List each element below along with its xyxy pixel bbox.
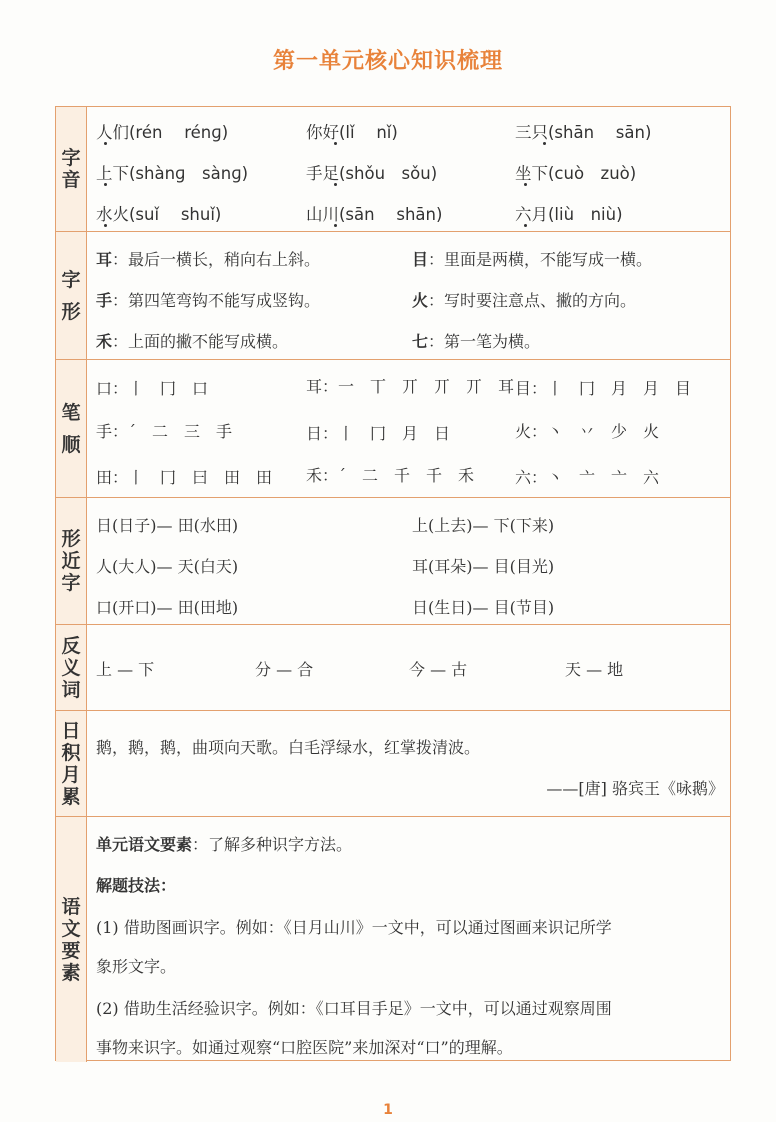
stroke-order: 日：丨 冂 月 日 <box>306 424 451 443</box>
shape-tip: 七：第一笔为横。 <box>412 332 541 351</box>
section-ri-ji-yue-lei <box>56 711 730 817</box>
shape-tip: 禾：上面的撇不能写成横。 <box>96 332 289 351</box>
shape-tip: 耳：最后一横长，稍向右上斜。 <box>96 250 321 269</box>
similar-char: 人(大人)— 天(白天) <box>96 557 239 576</box>
similar-char: 耳(耳朵)— 目(目光) <box>412 557 555 576</box>
emphasis-dot <box>334 224 337 227</box>
section-xing-jin-zi <box>56 498 730 625</box>
pinyin-item: 坐下(cuò zuò) <box>515 164 637 183</box>
pinyin-item: 六月(liù niù) <box>515 205 623 224</box>
method-heading: 解题技法： <box>96 876 177 895</box>
stroke-order: 耳：一 丅 丌 丌 丌 耳 <box>306 377 515 396</box>
similar-char: 口(开口)— 田(田地) <box>96 598 239 617</box>
emphasis-dot <box>524 224 527 227</box>
pinyin-item: 水火(suǐ shuǐ) <box>96 205 222 224</box>
section-content <box>87 360 730 497</box>
shape-tip: 手：第四笔弯钩不能写成竖钩。 <box>96 291 321 310</box>
emphasis-dot <box>524 183 527 186</box>
shape-tip: 火：写时要注意点、撇的方向。 <box>412 291 637 310</box>
method-text: 象形文字。 <box>96 957 177 976</box>
antonym-pair: 分 — 合 <box>255 660 314 679</box>
section-label: 语 文 要 素 <box>56 817 87 1062</box>
section-bi-shun <box>56 360 730 498</box>
stroke-order: 手：ˊ 二 三 手 <box>96 422 233 441</box>
section-content <box>87 625 730 710</box>
section-fan-yi-ci <box>56 625 730 711</box>
pinyin-item: 人们(rén rénɡ) <box>96 123 229 142</box>
antonym-pair: 天 — 地 <box>565 660 624 679</box>
pinyin-item: 三只(shān sān) <box>515 123 652 142</box>
knowledge-table <box>55 106 731 1061</box>
section-content <box>87 817 730 1062</box>
unit-element: 单元语文要素：了解多种识字方法。 <box>96 835 353 854</box>
section-content <box>87 711 730 816</box>
antonym-pair: 上 — 下 <box>96 660 155 679</box>
emphasis-dot <box>334 183 337 186</box>
pinyin-item: 手足(shǒu sǒu) <box>306 164 438 183</box>
method-text: (1) 借助图画识字。例如：《日月山川》一文中，可以通过图画来识记所学 <box>96 918 612 937</box>
stroke-order: 火：丶 丷 少 火 <box>515 422 660 441</box>
method-text: 事物来识字。如通过观察“口腔医院”来加深对“口”的理解。 <box>96 1038 513 1057</box>
similar-char: 日(生日)— 目(节目) <box>412 598 555 617</box>
section-label: 形 近 字 <box>56 498 87 624</box>
method-text: (2) 借助生活经验识字。例如：《口耳目手足》一文中，可以通过观察周围 <box>96 999 612 1018</box>
similar-char: 上(上去)— 下(下来) <box>412 516 555 535</box>
pinyin-item: 山川(sān shān) <box>306 205 443 224</box>
similar-char: 日(日子)— 田(水田) <box>96 516 239 535</box>
pinyin-item: 你好(lǐ nǐ) <box>306 123 398 142</box>
stroke-order: 目：丨 冂 月 月 目 <box>515 379 692 398</box>
section-label: 字 形 <box>56 232 87 359</box>
poem-source: ——[唐] 骆宾王《咏鹅》 <box>546 779 724 798</box>
section-label: 日 积 月 累 <box>56 711 87 816</box>
section-label: 字 音 <box>56 107 87 231</box>
section-yu-wen-yao-su <box>56 817 730 1062</box>
emphasis-dot <box>104 224 107 227</box>
section-zi-yin <box>56 107 730 232</box>
shape-tip: 目：里面是两横，不能写成一横。 <box>412 250 653 269</box>
emphasis-dot <box>334 142 337 145</box>
emphasis-dot <box>104 183 107 186</box>
section-label: 反 义 词 <box>56 625 87 710</box>
section-content <box>87 107 730 231</box>
emphasis-dot <box>104 142 107 145</box>
stroke-order: 六：丶 亠 亠 六 <box>515 468 660 487</box>
section-content <box>87 232 730 359</box>
stroke-order: 口：丨 冂 口 <box>96 379 209 398</box>
section-label: 笔 顺 <box>56 360 87 497</box>
poem-text: 鹅，鹅，鹅，曲项向天歌。白毛浮绿水，红掌拨清波。 <box>96 738 481 757</box>
emphasis-dot <box>543 142 546 145</box>
antonym-pair: 今 — 古 <box>409 660 468 679</box>
pinyin-item: 上下(shànɡ sànɡ) <box>96 164 249 183</box>
page-number: 1 <box>383 1102 393 1118</box>
section-zi-xing <box>56 232 730 360</box>
stroke-order: 禾：ˊ 二 千 千 禾 <box>306 466 475 485</box>
page-title: 第一单元核心知识梳理 <box>272 49 503 74</box>
stroke-order: 田：丨 冂 曰 田 田 <box>96 468 273 487</box>
section-content <box>87 498 730 624</box>
